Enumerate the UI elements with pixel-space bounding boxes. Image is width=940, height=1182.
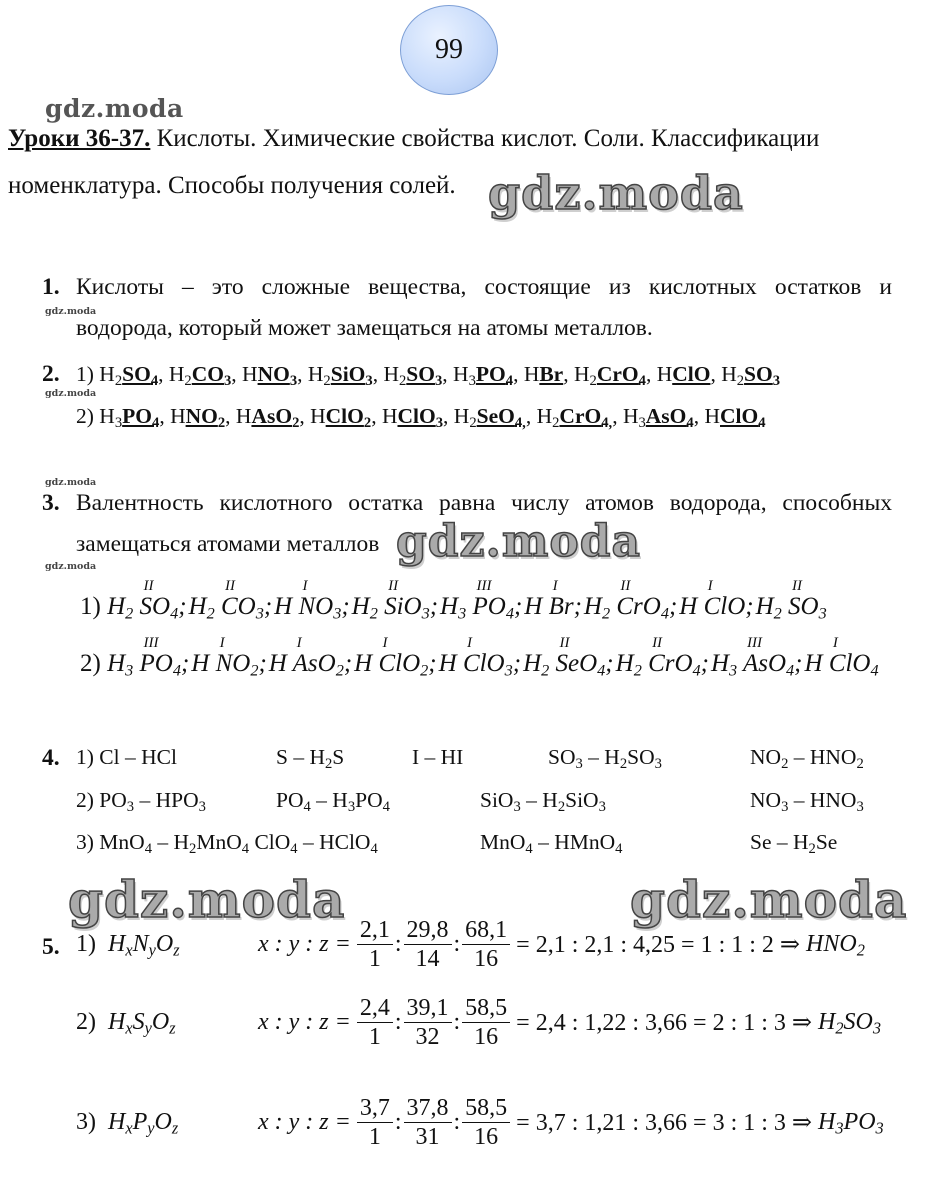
separator: ; xyxy=(794,650,803,677)
lesson-topic: Кислоты. Химические свойства кислот. Соли. Классификации xyxy=(150,125,820,152)
valence-formula: $H_2$ SiO$_3$ II ; xyxy=(351,578,439,623)
valence-mark: I xyxy=(219,635,225,651)
q4-cell: $SiO_3 - H_2SiO_3$ xyxy=(480,788,606,816)
q3-valence-row-2 xyxy=(80,635,881,680)
separator: ; xyxy=(178,593,187,620)
q4-cell: 3) $MnO_4 - H_2MnO_4$ ClO$_4$ – HClO$_4$ xyxy=(76,830,378,858)
q3-line2: замещаться атомами металлов xyxy=(76,531,380,557)
acid-residue: SeO$_4$ II xyxy=(555,635,606,680)
separator: ; xyxy=(258,650,267,677)
acid-residue: ClO$_2$ I xyxy=(378,635,429,680)
acid-formula: $H_3PO_4$, xyxy=(99,404,171,432)
q4-number: 4. xyxy=(42,745,60,771)
valence-formula: $H_2$ CrO$_4$ II ; xyxy=(615,635,709,680)
acid-formula: $H_2SO_3$, xyxy=(383,362,454,390)
watermark-small: gdz.moda xyxy=(45,477,97,488)
acid-formula: $H_2CO_3$, xyxy=(168,362,243,390)
q3-valence-row-1 xyxy=(80,578,829,623)
watermark-small: gdz.moda xyxy=(45,561,97,572)
separator: ; xyxy=(605,650,614,677)
separator: ; xyxy=(341,593,350,620)
q5-answer: $H_2SO_3$ xyxy=(818,1009,882,1038)
fraction: $\frac{29,8}{14}$ xyxy=(404,916,452,973)
q4-cell: Se – $H_2Se$ xyxy=(750,830,838,858)
q2-acid-list-2 xyxy=(76,404,766,432)
acid-residue: $CO_3$ II xyxy=(220,578,264,623)
fraction: $\frac{58,5}{16}$ xyxy=(462,994,510,1051)
valence-formula: $H_2$ $SO_4$ II ; xyxy=(107,578,187,623)
watermark-small: gdz.moda xyxy=(45,388,97,399)
q5-label: 2) xyxy=(76,1009,96,1035)
valence-formula: $H_3$ AsO$_4$ III ; xyxy=(710,635,803,680)
separator: ; xyxy=(429,593,439,620)
q5-ratio: x : y : z = xyxy=(258,1109,351,1135)
separator: ; xyxy=(428,650,437,677)
q2-acid-list-1 xyxy=(76,362,781,390)
acid-formula: $H_2SO_3$ xyxy=(721,362,781,390)
acid-residue: ClO$_4$ I xyxy=(828,635,879,680)
q4-cell: $NO_3 - HNO_3$ xyxy=(750,788,864,816)
lesson-title-line2: номенклатура. Способы получения солей. xyxy=(8,172,456,199)
valence-mark: I xyxy=(832,635,838,651)
acid-formula: $H_2SiO_3$, xyxy=(307,362,384,390)
acid-formula: $H_2SO_4$, xyxy=(99,362,169,390)
valence-formula: $H_2$ CrO$_4$ II ; xyxy=(583,578,678,623)
q5-equation xyxy=(76,994,881,1051)
watermark-large: gdz.moda xyxy=(630,870,908,929)
separator: ; xyxy=(573,593,582,620)
fraction: $\frac{2,4}{1}$ xyxy=(357,994,393,1051)
watermark-top: gdz.moda xyxy=(45,94,184,123)
watermark-small: gdz.moda xyxy=(45,306,97,317)
valence-formula: H Br I ; xyxy=(524,578,582,620)
valence-formula: H ClO I ; xyxy=(679,578,754,620)
valence-mark: I xyxy=(296,635,302,651)
acid-residue: $SO_3$ II xyxy=(788,578,827,623)
separator: : xyxy=(453,1109,461,1135)
acid-formula: HClO$_3$, xyxy=(381,404,454,432)
valence-formula: H AsO$_2$ I ; xyxy=(268,635,353,680)
separator: ; xyxy=(263,593,273,620)
q5-answer: $HNO_2$ xyxy=(806,931,865,960)
valence-formula: H $NO_3$ I ; xyxy=(274,578,350,623)
valence-mark: II xyxy=(224,578,235,594)
fraction: $\frac{37,8}{31}$ xyxy=(404,1094,452,1151)
q4-cell: $NO_2 - HNO_2$ xyxy=(750,745,864,773)
valence-mark: I xyxy=(707,578,713,594)
valence-formula: H ClO$_2$ I ; xyxy=(354,635,437,680)
valence-mark: I xyxy=(466,635,472,651)
watermark-large: gdz.moda xyxy=(68,870,346,929)
valence-mark: II xyxy=(792,578,803,594)
q1-number: 1. xyxy=(42,274,60,300)
acid-formula: HClO, xyxy=(656,362,722,386)
acid-residue: AsO$_2$ I xyxy=(292,635,344,680)
acid-residue: $PO_4$ III xyxy=(139,635,181,680)
valence-formula: H $NO_2$ I ; xyxy=(191,635,267,680)
q4-cell: 2) $PO_3 - HPO_3$ xyxy=(76,788,206,816)
acid-residue: CrO$_4$ II xyxy=(648,635,701,680)
acid-formula: HAsO$_2$, xyxy=(235,404,311,432)
q5-label: 3) xyxy=(76,1109,96,1135)
lesson-number: Уроки 36-37. xyxy=(8,125,151,152)
separator: ; xyxy=(180,650,190,677)
q3-line1: Валентность кислотного остатка равна числу атомов водорода, способных xyxy=(76,490,892,516)
q2-number: 2. xyxy=(42,361,60,387)
valence-mark: I xyxy=(302,578,308,594)
acid-formula: $H_3AsO_4$, xyxy=(622,404,705,432)
acid-residue: $PO_4$ III xyxy=(472,578,514,623)
valence-mark: II xyxy=(143,578,154,594)
separator: ; xyxy=(512,650,522,677)
q3-number: 3. xyxy=(42,490,60,516)
valence-mark: II xyxy=(620,578,631,594)
acid-residue: ClO$_3$ I xyxy=(462,635,513,680)
watermark-large: gdz.moda xyxy=(488,166,744,220)
valence-formula: $H_2$ SeO$_4$ II ; xyxy=(523,635,614,680)
q4-cell: MnO$_4$ – HMnO$_4$ xyxy=(480,830,623,858)
q4-cell: 1) Cl – HCl xyxy=(76,745,177,769)
valence-mark: I xyxy=(552,578,558,594)
q5-equation xyxy=(76,1094,884,1151)
valence-mark: III xyxy=(476,578,492,594)
q5-label: 1) xyxy=(76,931,96,957)
acid-residue: CrO$_4$ II xyxy=(616,578,669,623)
acid-residue: Br I xyxy=(548,578,574,620)
q4-cell: I – HI xyxy=(412,745,464,769)
acid-formula: HClO$_2$, xyxy=(310,404,382,432)
q5-formula: $H_xN_yO_z$ xyxy=(108,931,180,960)
separator: : xyxy=(453,1009,461,1035)
page-number-badge xyxy=(400,5,498,95)
acid-formula: HBr, xyxy=(523,362,574,386)
valence-mark: III xyxy=(143,635,159,651)
acid-residue: ClO I xyxy=(703,578,746,620)
q1-line2: водорода, который может замещаться на атомы металлов. xyxy=(76,315,653,341)
q4-cell: $SO_3 - H_2SO_3$ xyxy=(548,745,662,773)
acid-formula: $HNO_3$, xyxy=(242,362,308,390)
valence-formula: $H_3$ $PO_4$ III ; xyxy=(107,635,190,680)
valence-mark: II xyxy=(652,635,663,651)
acid-formula: $H_2CrO_{4,}$, xyxy=(536,404,623,432)
valence-mark: III xyxy=(746,635,762,651)
q1-line1: Кислоты – это сложные вещества, состоящие из кислотных остатков и xyxy=(76,274,892,300)
acid-residue: $NO_3$ I xyxy=(298,578,342,623)
q5-ratio: x : y : z = xyxy=(258,931,351,957)
q5-number: 5. xyxy=(42,934,60,960)
q3-row2-prefix: 2) xyxy=(80,650,101,677)
valence-formula: H ClO$_4$ I xyxy=(804,635,879,680)
separator: : xyxy=(394,1109,402,1135)
separator: : xyxy=(394,931,402,957)
q3-row1-prefix: 1) xyxy=(80,593,101,620)
acid-formula: $HNO_2$, xyxy=(170,404,236,432)
page-number: 99 xyxy=(435,34,463,65)
q5-ratio: x : y : z = xyxy=(258,1009,351,1035)
acid-residue: $NO_2$ I xyxy=(215,635,259,680)
valence-mark: II xyxy=(388,578,399,594)
separator: ; xyxy=(668,593,678,620)
q5-equation xyxy=(76,916,865,973)
watermark-large: gdz.moda xyxy=(396,516,642,567)
q5-formula: $H_xS_yO_z$ xyxy=(108,1009,176,1038)
fraction: $\frac{68,1}{16}$ xyxy=(462,916,510,973)
q5-result: = 2,1 : 2,1 : 4,25 = 1 : 1 : 2 ⇒ xyxy=(516,932,807,958)
separator: : xyxy=(453,931,461,957)
acid-residue: $SO_4$ II xyxy=(139,578,179,623)
acid-formula: $H_2SeO_{4,}$, xyxy=(453,404,537,432)
fraction: $\frac{39,1}{32}$ xyxy=(404,994,452,1051)
fraction: $\frac{58,5}{16}$ xyxy=(462,1094,510,1151)
valence-mark: II xyxy=(559,635,570,651)
q5-formula: $H_xP_yO_z$ xyxy=(108,1109,179,1138)
lesson-title-line1 xyxy=(8,124,819,154)
separator: ; xyxy=(343,650,353,677)
valence-formula: H ClO$_3$ I ; xyxy=(438,635,522,680)
fraction: $\frac{3,7}{1}$ xyxy=(357,1094,393,1151)
q5-answer: $H_3PO_3$ xyxy=(818,1109,884,1138)
q2-row1-prefix: 1) xyxy=(76,362,100,386)
valence-mark: I xyxy=(382,635,388,651)
separator: ; xyxy=(513,593,523,620)
acid-formula: $H_3PO_4$, xyxy=(453,362,524,390)
acid-residue: AsO$_4$ III xyxy=(742,635,795,680)
acid-formula: HClO$_4$ xyxy=(704,404,766,432)
valence-formula: $H_2$ $SO_3$ II xyxy=(755,578,827,623)
q2-row2-prefix: 2) xyxy=(76,404,100,428)
acid-residue: SiO$_3$ II xyxy=(384,578,430,623)
q5-result: = 3,7 : 1,21 : 3,66 = 3 : 1 : 3 ⇒ xyxy=(516,1110,819,1136)
valence-formula: $H_3$ $PO_4$ III ; xyxy=(440,578,523,623)
q5-result: = 2,4 : 1,22 : 3,66 = 2 : 1 : 3 ⇒ xyxy=(516,1010,819,1036)
q4-cell: S – $H_2S$ xyxy=(276,745,345,773)
separator: : xyxy=(394,1009,402,1035)
q4-cell: $PO_4 - H_3PO_4$ xyxy=(276,788,390,816)
acid-formula: $H_2CrO_4$, xyxy=(573,362,657,390)
fraction: $\frac{2,1}{1}$ xyxy=(357,916,393,973)
separator: ; xyxy=(700,650,709,677)
valence-formula: $H_2$ $CO_3$ II ; xyxy=(188,578,273,623)
separator: ; xyxy=(745,593,754,620)
